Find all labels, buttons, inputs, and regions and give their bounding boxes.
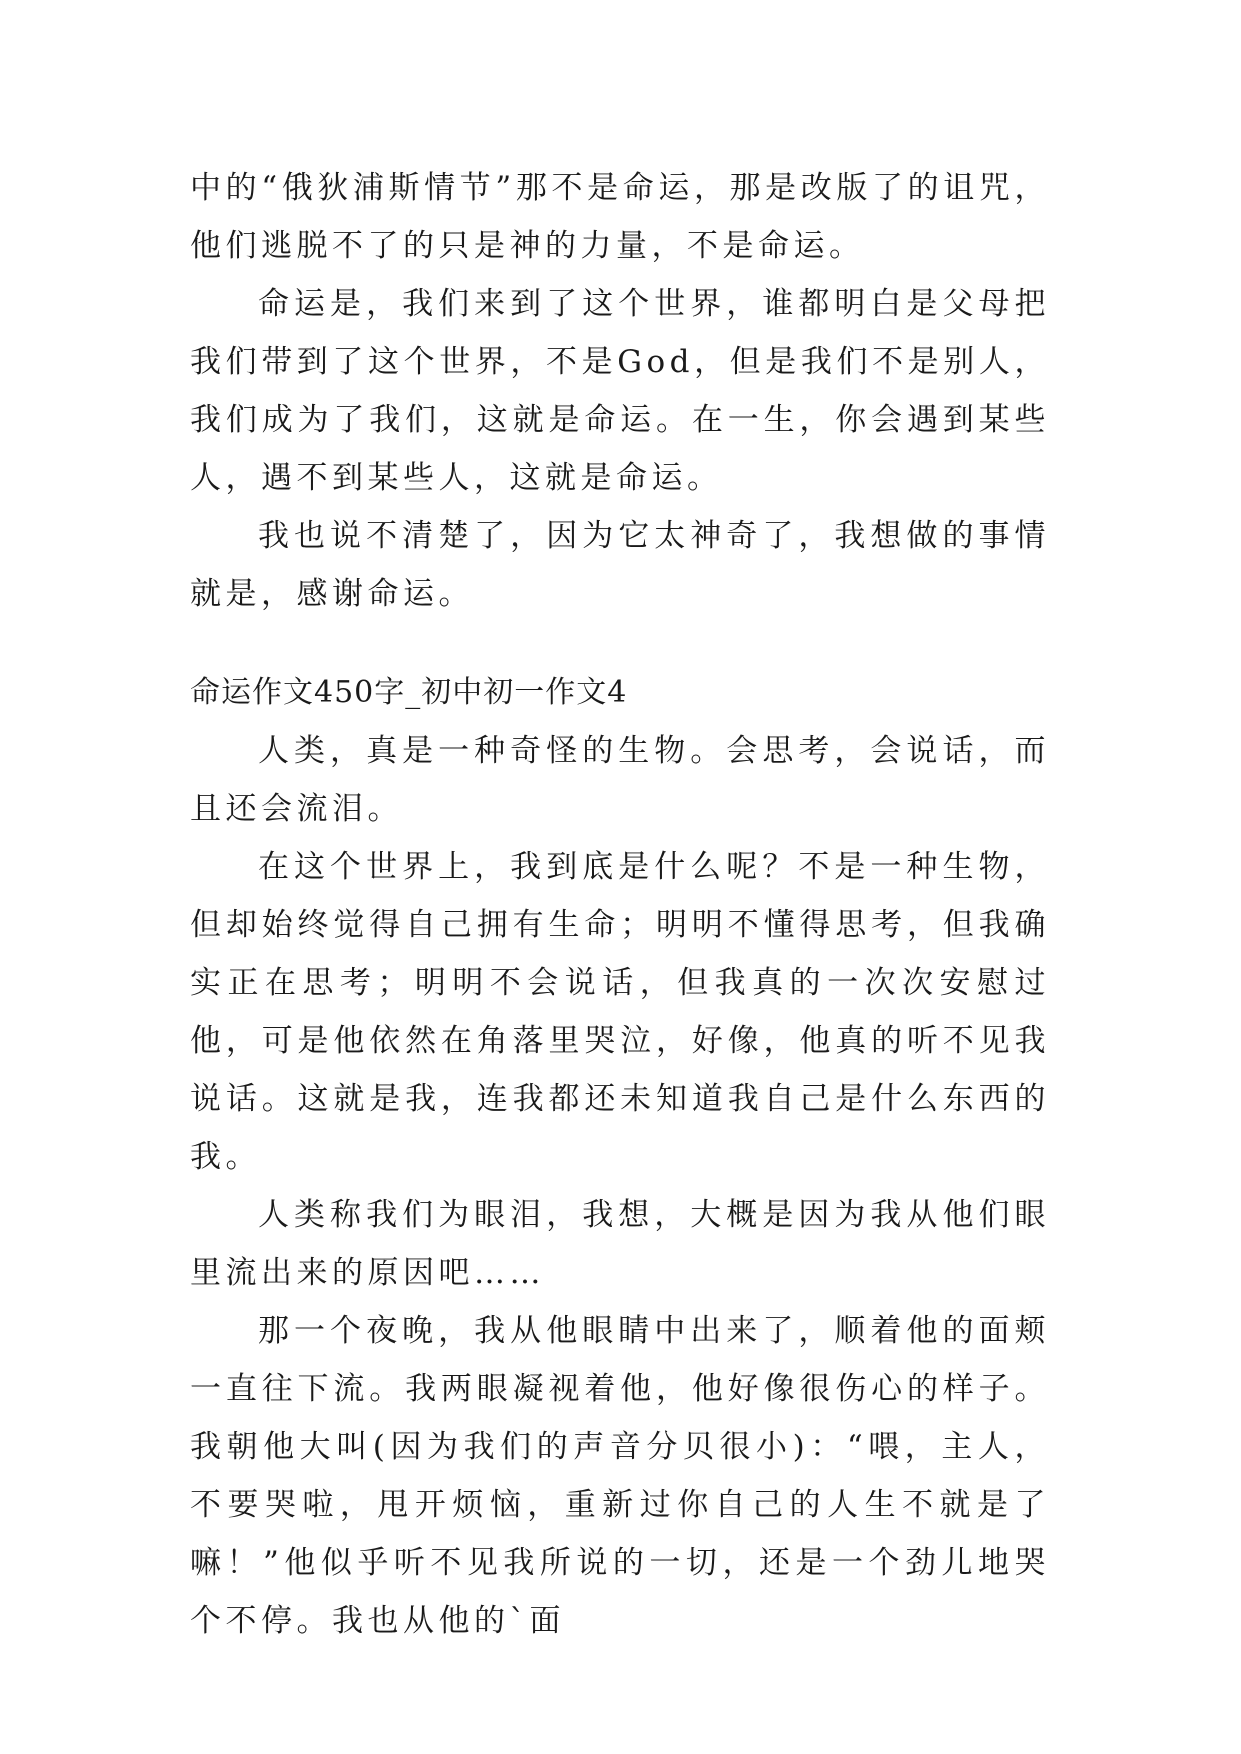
paragraph: 人类称我们为眼泪，我想，大概是因为我从他们眼里流出来的原因吧…… [190,1197,1050,1291]
paragraph: 我也说不清楚了，因为它太神奇了，我想做的事情就是，感谢命运。 [190,518,1050,612]
paragraph: 命运是，我们来到了这个世界，谁都明白是父母把我们带到了这个世界，不是God，但是我们不是别人，我们成为了我们，这就是命运。在一生，你会遇到某些人，遇不到某些人，这就是命运。 [190,286,1050,496]
paragraph: 人类，真是一种奇怪的生物。会思考，会说话，而且还会流泪。 [190,733,1050,827]
paragraph: 中的“俄狄浦斯情节”那不是命运，那是改版了的诅咒，他们逃脱不了的只是神的力量，不是命运。 [190,170,1050,264]
essay-section [190,664,1050,1650]
essay-title: 命运作文450字_初中初一作文4 [190,675,628,710]
paragraph: 在这个世界上，我到底是什么呢？不是一种生物，但却始终觉得自己拥有生命；明明不懂得思考，但我确实正在思考；明明不会说话，但我真的一次次安慰过他，可是他依然在角落里哭泣，好像，他真的听不见我说话。这就是我，连我都还未知道我自己是什么东西的我。 [190,849,1050,1175]
essay-continuation [190,159,1050,623]
paragraph: 那一个夜晚，我从他眼睛中出来了，顺着他的面颊一直往下流。我两眼凝视着他，他好像很伤心的样子。我朝他大叫(因为我们的声音分贝很小)：“喂，主人，不要哭啦，甩开烦恼，重新过你自己的人生不就是了嘛！”他似乎听不见我所说的一切，还是一个劲儿地哭个不停。我也从他的`面 [190,1313,1050,1639]
